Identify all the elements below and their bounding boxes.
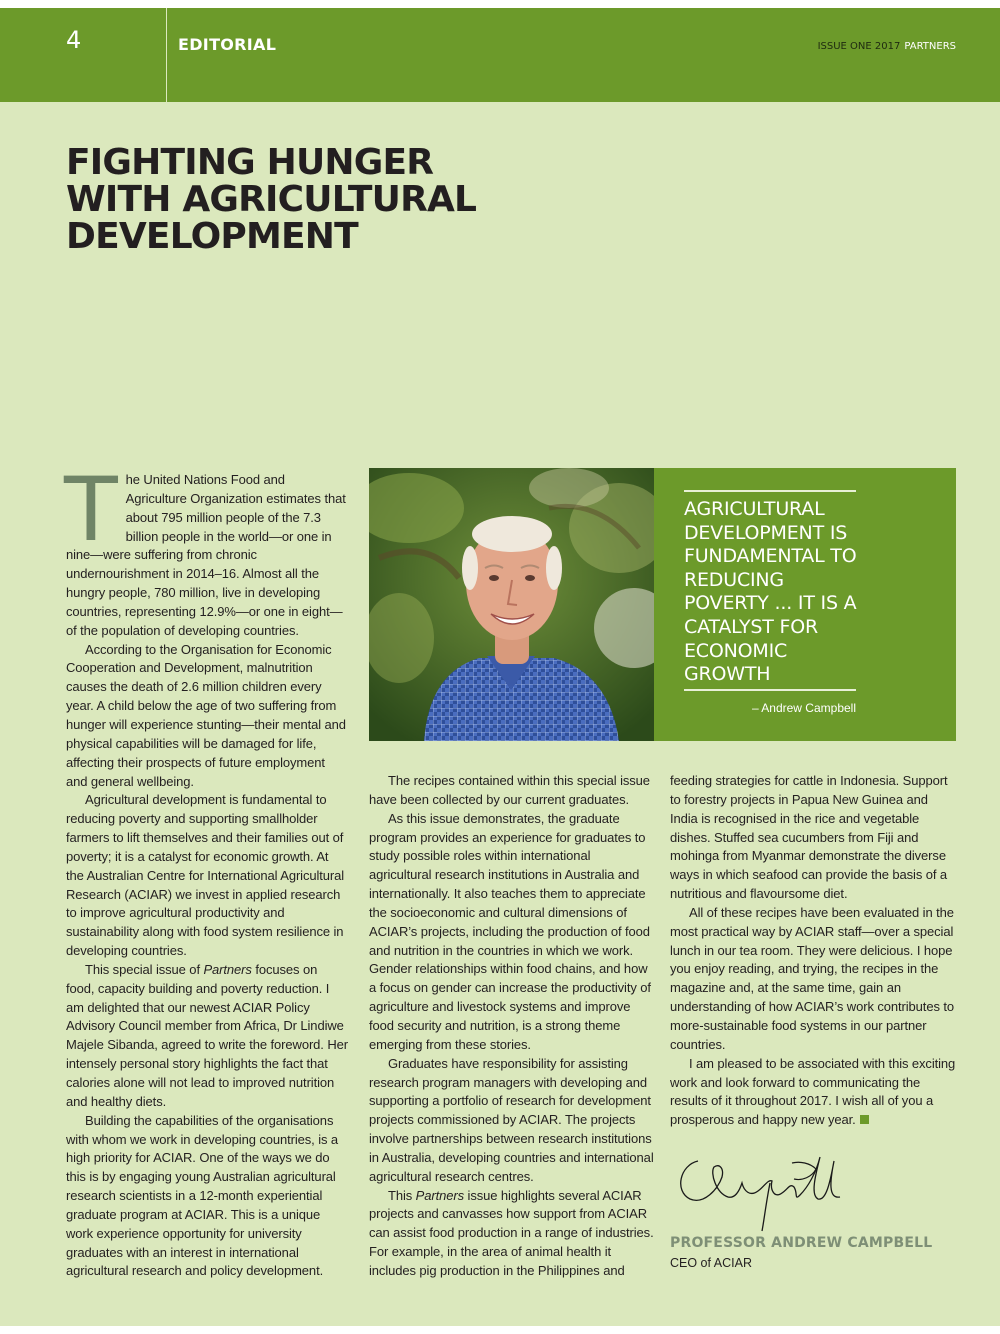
title-line-1: FIGHTING HUNGER (66, 142, 434, 183)
article-column-3 (670, 772, 958, 1130)
page-title (66, 144, 586, 255)
author-photo (369, 468, 654, 741)
paragraph: feeding strategies for cattle in Indonesia. Support to forestry projects in Papua New Guinea and India is recognised in the rice and vegetable dishes. Stuffed sea cucumbers from Fiji and mohinga from Myanmar demonstrate the diverse ways in which seafood can provide the basis of a nutritious and flavoursome diet. (670, 773, 948, 902)
magazine-page (0, 8, 1000, 1326)
paragraph: Agricultural development is fundamental to reducing poverty and supporting smallholder farmers to lift themselves and their families out of poverty; it is a catalyst for economic growth. At the Australian Centre for International Agricultural Research (ACIAR) we invest in applied research to improve agricultural productivity and sustainability along with food system resilience in developing countries. (66, 792, 345, 959)
portrait-illustration (369, 468, 654, 741)
title-line-3: DEVELOPMENT (66, 216, 358, 257)
author-title: CEO of ACIAR (670, 1256, 752, 1270)
paragraph (369, 1187, 655, 1281)
issue-number: ISSUE ONE 2017 (817, 41, 901, 52)
paragraph-text: focuses on food, capacity building and poverty reduction. I am delighted that our newest ACIAR Policy Advisory Council member from Africa, Dr Lindiwe Majele Sibanda, agreed to write the foreword. Her intensely personal story highlights the fact that calories alone will not lead to improved nutrition and healthy diets. (66, 961, 348, 1109)
publication-name: PARTNERS (904, 41, 956, 52)
section-label: EDITORIAL (178, 35, 277, 54)
paragraph: As this issue demonstrates, the graduate program provides an experience for graduates to study possible roles within international agricultural research institutions in Australia and internationally. It also teaches them to appreciate the socioeconomic and cultural dimensions of ACIAR’s projects, including the production of food and nutrition in the countries in which we work. Gender relationships within food chains, and how a focus on gender can increase the productivity of agriculture and livestock systems and improve food security and nutrition, is a strong theme emerging from these stories. (369, 810, 651, 1052)
publication-italic: Partners (415, 1187, 465, 1203)
paragraph (64, 458, 348, 641)
author-name: PROFESSOR ANDREW CAMPBELL (670, 1235, 933, 1251)
quote-rule-top (684, 490, 856, 492)
paragraph: Building the capabilities of the organisations with whom we work in developing countries, is a high priority for ACIAR. One of the ways we do this is by engaging young Australian agricultural research scientists in a 12-month experiential graduate program at ACIAR. This is a unique work experience opportunity for university graduates with an interest in international agricultural research and policy development. (66, 1112, 339, 1279)
article-column-2 (369, 772, 655, 1281)
publication-italic: Partners (203, 961, 252, 977)
drop-cap: T (64, 458, 118, 561)
header-divider (166, 8, 167, 102)
end-mark-icon (860, 1115, 869, 1124)
paragraph-text: he United Nations Food and Agriculture Organization estimates that about 795 million people of the 7.3 billion people in the world—or one in nine—were suffering from chronic undernourishment in 2014–16. Almost all the hungry people, 780 million, live in developing countries, representing 12.9%—or one in eight—of the population of developing countries. (66, 472, 346, 638)
title-line-2: WITH AGRICULTURAL (66, 179, 477, 220)
paragraph: All of these recipes have been evaluated in the most practical way by ACIAR staff—over a special lunch in our tea room. They were delicious. I hope you enjoy reading, and trying, the recipes in the magazine and, at the same time, gain an understanding of how ACIAR’s work contributes to more-sustainable food systems in our partner countries. (670, 904, 955, 1052)
paragraph-text: I am pleased to be associated with this exciting work and look forward to communicating the results of it throughout 2017. I wish all of you a prosperous and happy new year. (670, 1055, 956, 1128)
page-header (0, 8, 1000, 102)
paragraph-text: This (388, 1187, 416, 1203)
pull-quote (654, 468, 956, 741)
paragraph: Graduates have responsibility for assisting research program managers with developing and supporting a portfolio of research for development projects commissioned by ACIAR. The projects involve partnerships between research institutions in Australia, developing countries and international agricultural research centres. (369, 1055, 654, 1184)
issue-label (818, 41, 956, 52)
paragraph: According to the Organisation for Economic Cooperation and Development, malnutrition causes the death of 2.6 million children every year. A child below the age of two suffering from hunger will experience stunting—their mental and physical capabilities will be damaged for life, affecting their prospects of future employment and general wellbeing. (66, 641, 346, 789)
pull-quote-attribution: – Andrew Campbell (751, 701, 856, 715)
pull-quote-text: AGRICULTURAL DEVELOPMENT IS FUNDAMENTAL TO REDUCING POVERTY ... IT IS A CATALYST FOR ECONOMIC GROWTH (684, 498, 857, 686)
signature (670, 1143, 850, 1233)
paragraph-text: issue highlights several ACIAR projects and canvasses how support from ACIAR can assist food production in a range of industries. For example, in the area of animal health it includes pig production in the Philippines and (369, 1187, 654, 1278)
paragraph (670, 1055, 958, 1130)
article-column-1 (64, 458, 348, 1281)
page-number: 4 (66, 26, 82, 54)
paragraph-text: This special issue of (85, 961, 204, 977)
paragraph: The recipes contained within this special issue have been collected by our current graduates. (369, 773, 650, 807)
quote-rule-bottom (684, 689, 856, 691)
paragraph (66, 961, 348, 1112)
